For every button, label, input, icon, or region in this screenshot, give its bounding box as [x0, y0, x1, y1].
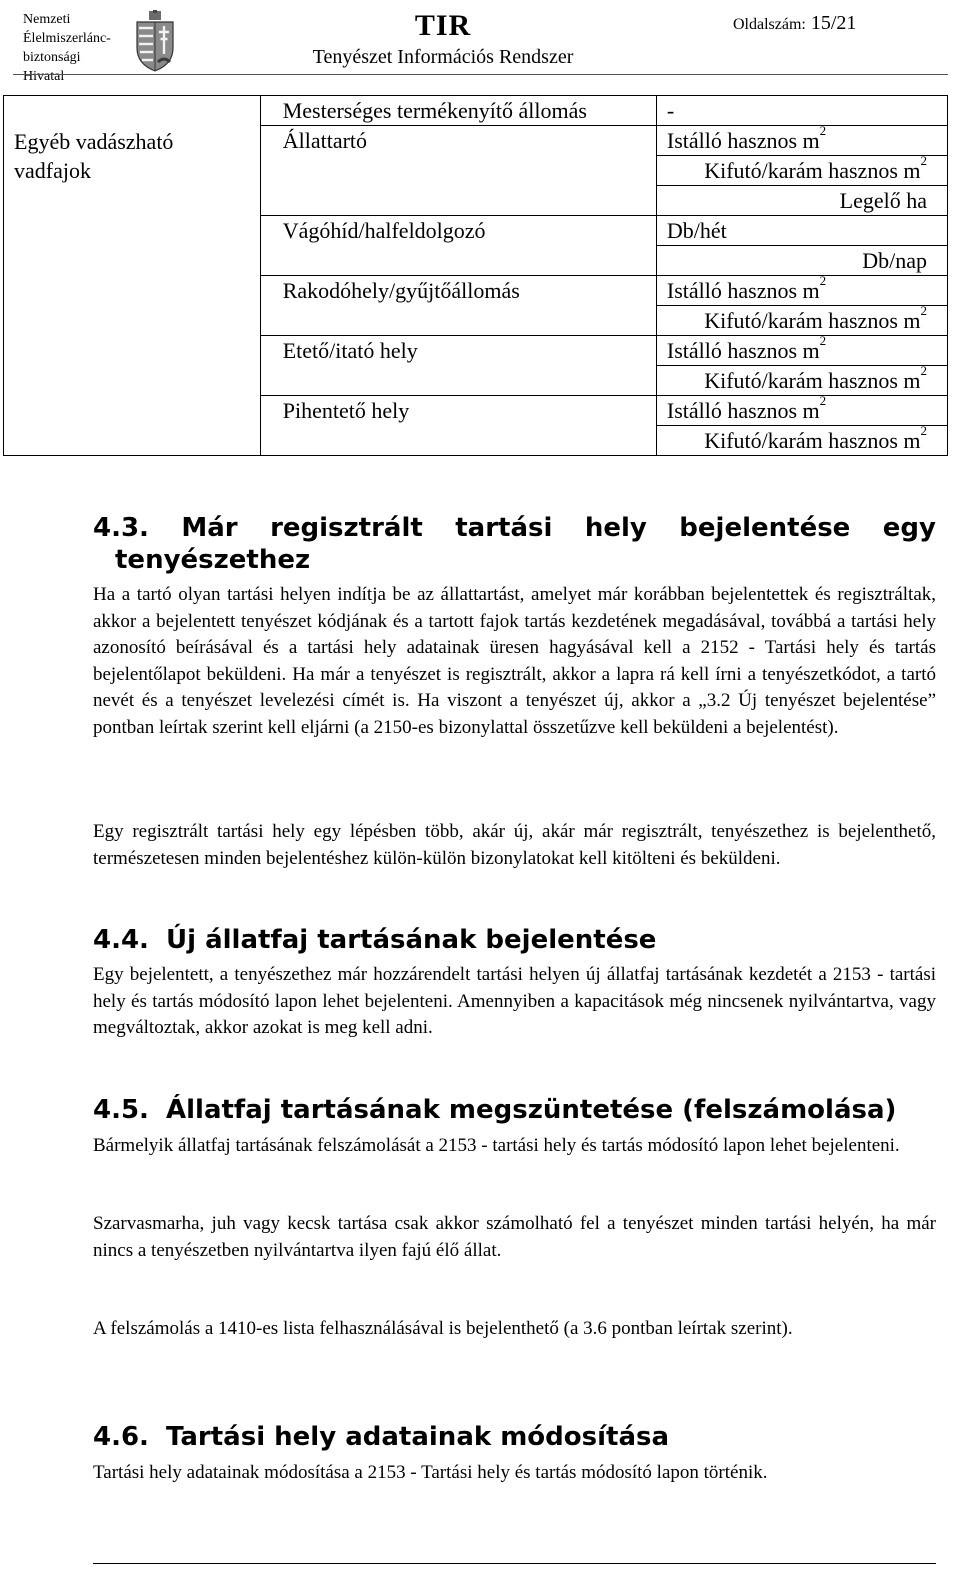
- unit-cell: Istálló hasznos $m^2$: [656, 126, 947, 156]
- heading-word: egy: [882, 513, 936, 543]
- paragraph: Egy bejelentett, a tenyészethez már hozzárendelt tartási helyen új állatfaj tartásának kezdetét a 2153 - tartási hely és tartás módosító lapon lehet bejelenteni. Amennyiben a kapacitások még nincsenek nyilvántartva, vagy megváltoztak, akkor azokat is meg kell adni.: [93, 964, 936, 1038]
- section-heading-4-6: [93, 1421, 669, 1453]
- unit-cell: Legelő ha: [656, 186, 947, 216]
- unit-cell: Kifutó/karám hasznos $m^2$: [656, 156, 947, 186]
- org-line: Élelmiszerlánc-: [23, 31, 111, 46]
- section-heading-4-4: [93, 924, 656, 956]
- heading-word: Már: [181, 513, 238, 543]
- org-line: biztonsági: [23, 50, 81, 65]
- header-title-block: [183, 4, 703, 76]
- section-title: Új állatfaj tartásának bejelentése: [166, 925, 657, 955]
- unit-cell: Istálló hasznos $m^2$: [656, 396, 947, 426]
- heading-word: hely: [584, 513, 647, 543]
- type-cell: Vágóhíd/halfeldolgozó: [260, 216, 656, 276]
- section-number: 4.6.: [93, 1422, 149, 1452]
- type-cell: Állattartó: [260, 126, 656, 216]
- unit-cell: Db/hét: [656, 216, 947, 246]
- heading-word: tartási: [455, 513, 553, 543]
- paragraph: Ha a tartó olyan tartási helyen indítja be az állattartást, amelyet már korábban bejelentettek és regisztráltak, akkor a bejelentett tenyészet kódjának és a tartott fajok tartás kezdetének megadásával, továbbá a tartási hely azonosító beírásával és a tartási hely adatainak üresen hagyásával kell a 2152 - Tartási hely és tartás bejelentőlapot beküldeni. Ha már a tenyészet is regisztrált, akkor a lapra rá kell írni a tenyészetkódot, a tartó nevét és a tenyészet levelezési címét is. Ha viszont a tenyészet új, akkor a „3.2 Új tenyészet bejelentése” pontban leírtak szerint kell eljárni (a 2150-es bizonylattal összetűzve kell beküldeni a bejelentést).: [93, 584, 936, 738]
- header-divider: [13, 74, 948, 75]
- page-number: [733, 12, 856, 35]
- unit-cell: Istálló hasznos $m^2$: [656, 336, 947, 366]
- paragraph: Bármelyik állatfaj tartásának felszámolását a 2153 - tartási hely és tartás módosító lapon lehet bejelenteni.: [93, 1135, 900, 1156]
- paragraph: Tartási hely adatainak módosítása a 2153 - Tartási hely és tartás módosító lapon történik.: [93, 1462, 768, 1483]
- org-line: Nemzeti: [23, 12, 71, 27]
- unit-cell: Db/nap: [656, 246, 947, 276]
- unit-cell: Kifutó/karám hasznos $m^2$: [656, 426, 947, 456]
- section-number: 4.5.: [93, 1095, 149, 1125]
- heading-line-2: tenyészethez: [115, 545, 311, 575]
- org-line: Hivatal: [23, 69, 65, 84]
- category-cell: Egyéb vadászható vadfajok: [4, 96, 261, 456]
- section-heading-4-5: [93, 1094, 896, 1126]
- page-header: [13, 4, 948, 84]
- paragraph: Egy regisztrált tartási hely egy lépésben több, akár új, akár már regisztrált, tenyészethez is bejelenthető, természetesen minden bejelentéshez külön-külön bizonylatokat kell kitölteni és beküldeni.: [93, 821, 936, 869]
- coat-of-arms-icon: [133, 10, 177, 72]
- section-number: 4.4.: [93, 925, 149, 955]
- unit-cell: Kifutó/karám hasznos $m^2$: [656, 306, 947, 336]
- type-cell: Mesterséges termékenyítő állomás: [260, 96, 656, 126]
- page-number-label: Oldalszám:: [733, 16, 806, 33]
- unit-cell: Istálló hasznos $m^2$: [656, 276, 947, 306]
- section-heading-4-3: [93, 512, 936, 576]
- system-subtitle: Tenyészet Információs Rendszer: [312, 46, 574, 68]
- unit-cell: -: [656, 96, 947, 126]
- paragraph: A felszámolás a 1410-es lista felhasználásával is bejelenthető (a 3.6 pontban leírtak szerint).: [93, 1318, 793, 1339]
- type-cell: Etető/itató hely: [260, 336, 656, 396]
- heading-word: regisztrált: [270, 513, 423, 543]
- page-number-value: 15/21: [810, 12, 857, 34]
- heading-word: bejelentése: [679, 513, 851, 543]
- footer-divider: [93, 1563, 936, 1564]
- section-number: 4.3.: [93, 513, 149, 543]
- system-title: TIR: [414, 9, 472, 42]
- section-title: Tartási hely adatainak módosítása: [166, 1422, 670, 1452]
- table-row: [4, 96, 948, 126]
- type-cell: Rakodóhely/gyűjtőállomás: [260, 276, 656, 336]
- section-title: Állatfaj tartásának megszüntetése (felszámolása): [166, 1095, 897, 1125]
- facility-table: [3, 95, 948, 456]
- type-cell: Pihentető hely: [260, 396, 656, 456]
- unit-cell: Kifutó/karám hasznos $m^2$: [656, 366, 947, 396]
- paragraph: Szarvasmarha, juh vagy kecsk tartása csak akkor számolható fel a tenyészet minden tartási helyén, ha már nincs a tenyészetben nyilvántartva ilyen fajú élő állat.: [93, 1213, 936, 1261]
